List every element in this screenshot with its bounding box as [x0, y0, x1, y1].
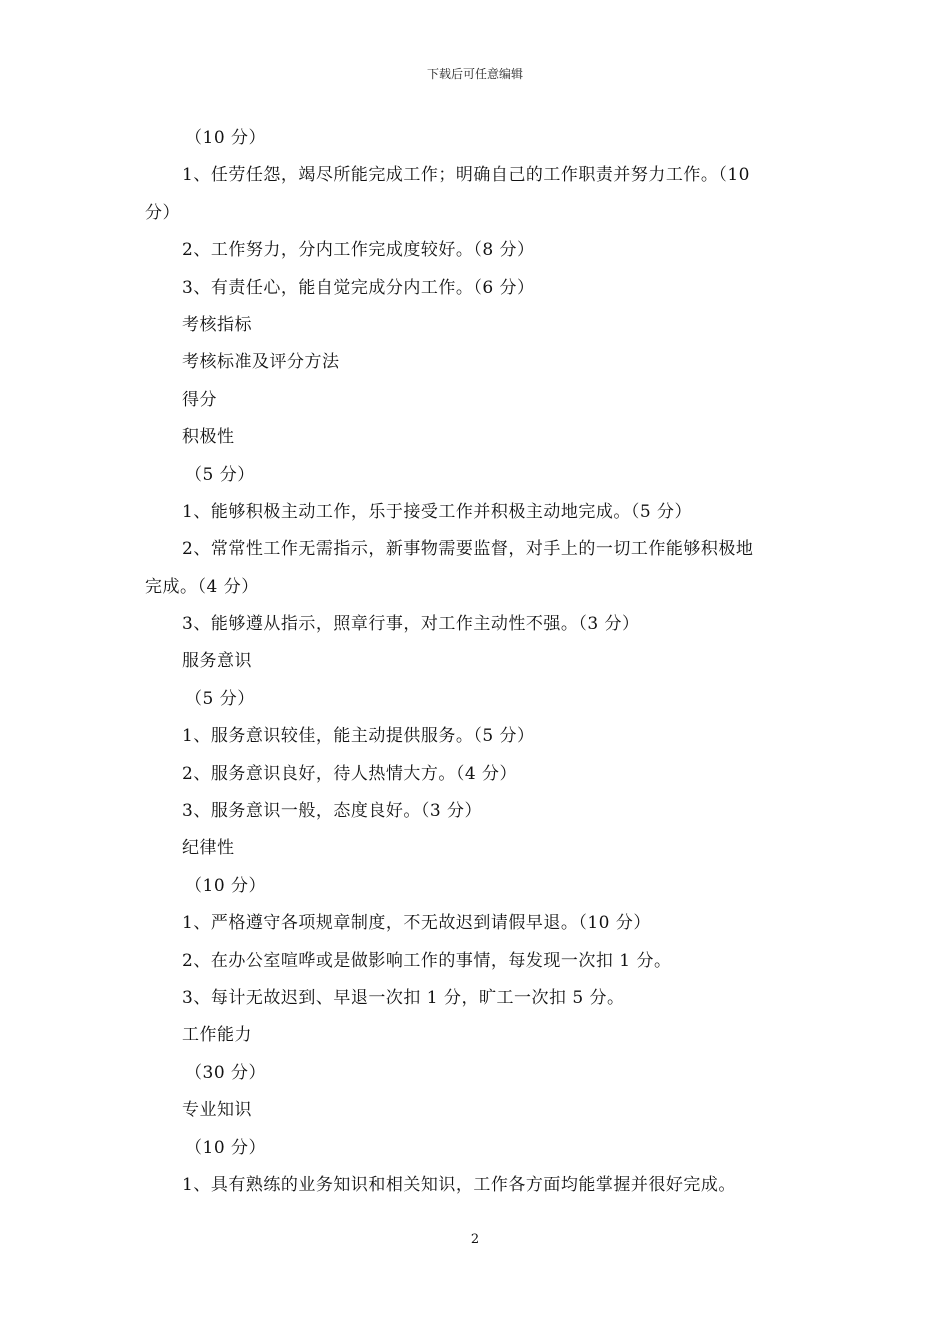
text-line: （10 分） [185, 128, 267, 148]
text-line: （10 分） [185, 1137, 267, 1158]
text-line: 3、有责任心，能自觉完成分内工作。（6 分） [182, 277, 535, 298]
text-line: 2、工作努力，分内工作完成度较好。（8 分） [182, 240, 535, 261]
text-line: 1、能够积极主动工作，乐于接受工作并积极主动地完成。（5 分） [182, 501, 693, 522]
page-header: 下载后可任意编辑 [426, 67, 523, 81]
text-line: 服务意识 [182, 651, 252, 672]
page-number: 2 [470, 1232, 480, 1247]
text-line: （30 分） [185, 1062, 267, 1083]
text-line: 纪律性 [182, 838, 235, 859]
text-line: 3、每计无故迟到、早退一次扣 1 分，旷工一次扣 5 分。 [182, 987, 625, 1008]
text-line: 工作能力 [182, 1025, 252, 1046]
text-line: 1、任劳任怨，竭尽所能完成工作；明确自己的工作职责并努力工作。（10 [182, 165, 750, 186]
text-line: （5 分） [185, 688, 255, 709]
text-line: （5 分） [185, 464, 255, 485]
text-line: 3、能够遵从指示，照章行事，对工作主动性不强。（3 分） [182, 614, 640, 635]
text-line: 2、在办公室喧哗或是做影响工作的事情，每发现一次扣 1 分。 [182, 950, 672, 971]
text-line: 1、具有熟练的业务知识和相关知识，工作各方面均能掌握并很好完成。 [182, 1174, 736, 1195]
text-line: 分） [145, 202, 180, 223]
text-line: 3、服务意识一般，态度良好。（3 分） [182, 801, 483, 822]
text-line: 考核指标 [182, 314, 252, 335]
text-line: 考核标准及评分方法 [182, 352, 340, 373]
text-line: 2、服务意识良好，待人热情大方。（4 分） [182, 763, 518, 784]
text-line: 1、服务意识较佳，能主动提供服务。（5 分） [182, 726, 535, 747]
text-line: 得分 [182, 389, 217, 410]
text-line: 完成。（4 分） [145, 576, 259, 597]
text-line: 2、常常性工作无需指示，新事物需要监督，对手上的一切工作能够积极地 [182, 539, 754, 560]
text-line: 专业知识 [182, 1100, 252, 1121]
text-line: （10 分） [185, 875, 267, 896]
text-line: 积极性 [182, 427, 235, 448]
text-line: 1、严格遵守各项规章制度，不无故迟到请假早退。（10 分） [182, 913, 651, 934]
document-body [145, 120, 810, 1204]
